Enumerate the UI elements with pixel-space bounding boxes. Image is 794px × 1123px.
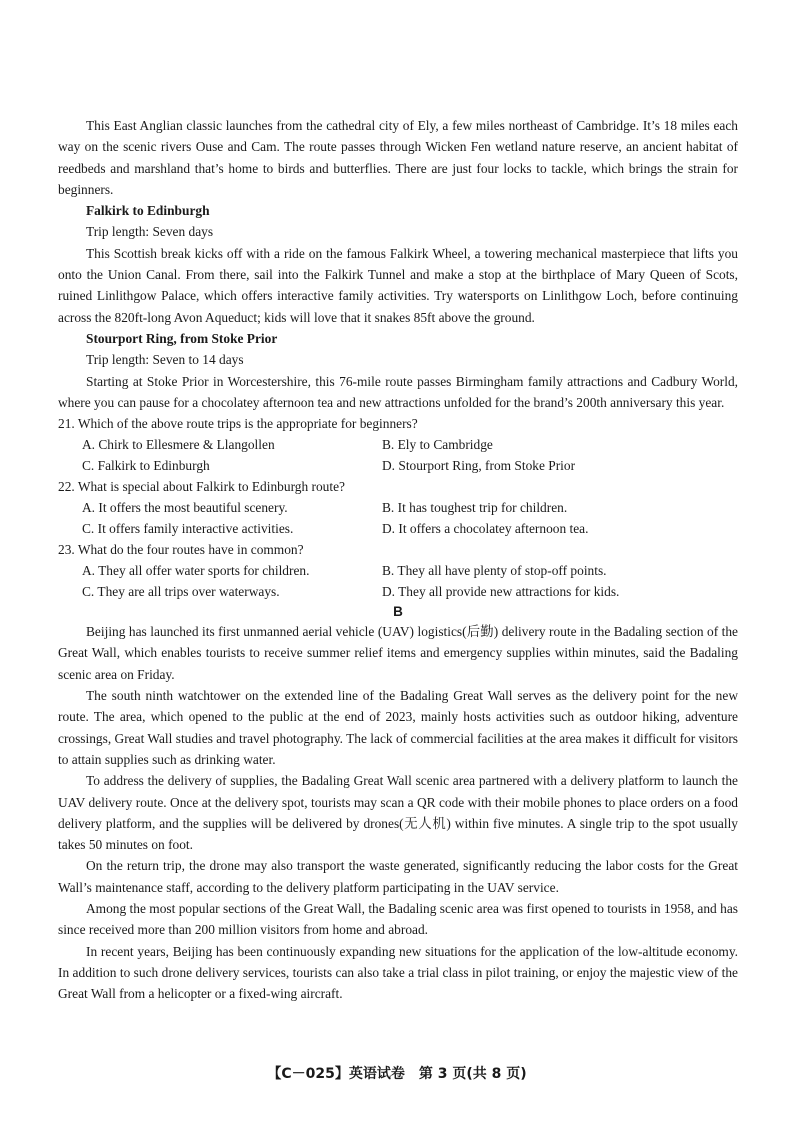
option-b: B. They all have plenty of stop-off points. bbox=[382, 563, 607, 579]
question-23 bbox=[58, 539, 738, 602]
question-stem: 21. Which of the above route trips is the appropriate for beginners? bbox=[58, 416, 418, 432]
option-c: C. Falkirk to Edinburgh bbox=[82, 458, 210, 474]
paragraph-stourport: Starting at Stoke Prior in Worcestershire, this 76-mile route passes Birmingham family attractions and Cadbury World, where you can pause for a chocolatey afternoon tea and new attractions unfolded for the brand’s 200th anniversary this year. bbox=[58, 373, 738, 410]
paragraph-falkirk: This Scottish break kicks off with a ride on the famous Falkirk Wheel, a towering mechanical masterpiece that lifts you onto the Union Canal. From there, sail into the Falkirk Tunnel and make a stop at the birthplace of Mary Queen of Scots, ruined Linlithgow Palace, which offers interactive family activities. Try watersports on Linlithgow Loch, before continuing across the 820ft-long Avon Aqueduct; kids will love that it snakes 85ft above the ground. bbox=[58, 245, 738, 325]
option-d: D. Stourport Ring, from Stoke Prior bbox=[382, 458, 576, 474]
option-a: A. It offers the most beautiful scenery. bbox=[82, 500, 288, 516]
question-stem: 23. What do the four routes have in common? bbox=[58, 542, 304, 558]
option-a: A. They all offer water sports for children. bbox=[82, 563, 310, 579]
question-21 bbox=[58, 413, 738, 476]
exam-page bbox=[58, 115, 738, 1005]
question-options bbox=[58, 560, 738, 602]
trip-length-falkirk: Trip length: Seven days bbox=[86, 224, 214, 240]
question-options bbox=[58, 434, 738, 476]
option-c: C. They are all trips over waterways. bbox=[82, 584, 280, 600]
paragraph-b-5: Among the most popular sections of the Great Wall, the Badaling scenic area was first opened to tourists in 1958, and has since received more than 200 million visitors from home and abroad. bbox=[58, 901, 738, 938]
question-stem: 22. What is special about Falkirk to Edinburgh route? bbox=[58, 479, 345, 495]
paragraph-b-6: In recent years, Beijing has been continuously expanding new situations for the application of the low-altitude economy. In addition to such drone delivery services, tourists can also take a trial class in pilot training, or enjoy the majestic view of the Great Wall from a helicopter or a fixed-wing aircraft. bbox=[58, 943, 738, 1002]
heading-stourport: Stourport Ring, from Stoke Prior bbox=[86, 330, 278, 346]
paragraph-b-4: On the return trip, the drone may also transport the waste generated, significantly reducing the labor costs for the Great Wall’s maintenance staff, according to the delivery platform participating in the UAV service. bbox=[58, 858, 738, 895]
option-b: B. Ely to Cambridge bbox=[382, 437, 493, 453]
paragraph-b-2: The south ninth watchtower on the extended line of the Badaling Great Wall serves as the delivery point for the new route. The area, which opened to the public at the end of 2023, mainly hosts activities such as outdoor hiking, adventure crossings, Great Wall studies and travel photography. The lack of commercial facilities at the area makes it difficult for visitors to attain supplies such as drinking water. bbox=[58, 688, 738, 767]
question-22 bbox=[58, 476, 738, 539]
trip-length-stourport: Trip length: Seven to 14 days bbox=[86, 352, 244, 368]
option-c: C. It offers family interactive activities. bbox=[82, 521, 294, 537]
paragraph-b-1: Beijing has launched its first unmanned aerial vehicle (UAV) logistics(后勤) delivery route in the Badaling section of the Great Wall, which enables tourists to receive summer relief items and emergency supplies within minutes, said the Badaling scenic area on Friday. bbox=[58, 624, 738, 682]
heading-falkirk: Falkirk to Edinburgh bbox=[86, 203, 210, 219]
page-footer: 【C－025】英语试卷 第 3 页(共 8 页) bbox=[267, 1066, 527, 1082]
option-b: B. It has toughest trip for children. bbox=[382, 500, 568, 516]
section-b-label: B bbox=[393, 604, 403, 620]
option-d: D. They all provide new attractions for kids. bbox=[382, 584, 620, 600]
paragraph-b-3: To address the delivery of supplies, the Badaling Great Wall scenic area partnered with a delivery platform to launch the UAV delivery route. Once at the delivery spot, tourists may scan a QR code with their mobile phones to place orders on a food delivery platform, and the supplies will be delivered by drones(无人机) within five minutes. A single trip to the spot usually takes 50 minutes on foot. bbox=[58, 773, 738, 853]
question-options bbox=[58, 497, 738, 539]
option-a: A. Chirk to Ellesmere & Llangollen bbox=[82, 437, 275, 453]
option-d: D. It offers a chocolatey afternoon tea. bbox=[382, 521, 589, 537]
paragraph-ely: This East Anglian classic launches from the cathedral city of Ely, a few miles northeast of Cambridge. It’s 18 miles each way on the scenic rivers Ouse and Cam. The route passes through Wicken Fen wetland nature reserve, an ancient habitat of reedbeds and marshland that’s home to birds and butterflies. There are just four locks to tackle, which brings the strain for beginners. bbox=[58, 118, 738, 197]
